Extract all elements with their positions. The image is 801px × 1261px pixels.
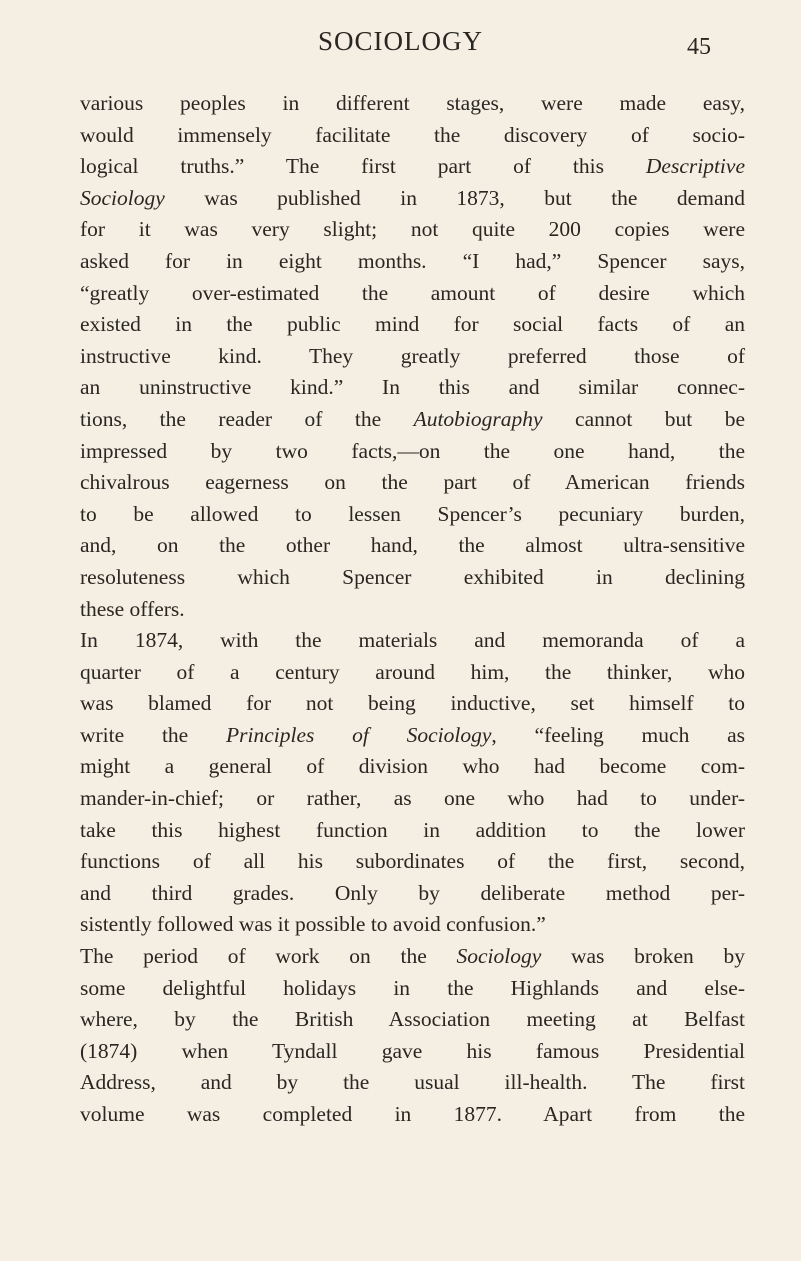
text-line: logical truths.” The first part of this Descriptive [80, 154, 745, 179]
text-line: for it was very slight; not quite 200 copies were [80, 217, 745, 242]
text-line: (1874) when Tyndall gave his famous Presidential [80, 1038, 745, 1063]
text-line: was blamed for not being inductive, set himself to [80, 691, 745, 716]
text-line: where, by the British Association meeting at Belfast [80, 1007, 745, 1032]
text-line: an uninstructive kind.” In this and similar connec- [80, 375, 745, 400]
running-head: SOCIOLOGY [317, 26, 483, 56]
body-text [80, 88, 745, 1131]
text-line: various peoples in different stages, were made easy, [80, 91, 745, 115]
text-line: existed in the public mind for social facts of an [80, 312, 745, 337]
text-line: quarter of a century around him, the thinker, who [80, 659, 745, 684]
text-line: “greatly over-estimated the amount of desire which [80, 280, 745, 305]
text-line: some delightful holidays in the Highlands and else- [80, 975, 745, 1000]
text-line: Address, and by the usual ill-health. The first [80, 1070, 745, 1095]
text-line: Sociology was published in 1873, but the demand [80, 185, 745, 210]
text-line: these offers. [80, 596, 185, 621]
text-line: resoluteness which Spencer exhibited in declining [80, 564, 745, 589]
page-number: 45 [687, 34, 711, 60]
text-line: mander-in-chief; or rather, as one who had to under- [80, 786, 745, 811]
text-line: sistently followed was it possible to avoid confusion.” [80, 912, 546, 937]
page-header [0, 22, 801, 62]
text-line: and, on the other hand, the almost ultra-sensitive [80, 533, 745, 558]
text-line: would immensely facilitate the discovery of socio- [80, 122, 745, 147]
text-line: functions of all his subordinates of the first, second, [80, 849, 745, 874]
text-line: impressed by two facts,—on the one hand, the [80, 438, 745, 463]
text-line: write the Principles of Sociology, “feeling much as [80, 722, 745, 747]
text-line: asked for in eight months. “I had,” Spencer says, [80, 248, 745, 273]
text-line: tions, the reader of the Autobiography cannot but be [80, 406, 746, 431]
text-line: In 1874, with the materials and memoranda of a [80, 628, 745, 653]
text-line: instructive kind. They greatly preferred those of [80, 343, 745, 368]
text-line: The period of work on the Sociology was broken by [80, 944, 746, 969]
text-line: volume was completed in 1877. Apart from the [80, 1102, 745, 1126]
text-line: chivalrous eagerness on the part of American friends [80, 470, 745, 495]
text-line: to be allowed to lessen Spencer’s pecuniary burden, [80, 501, 745, 526]
text-line: take this highest function in addition to the lower [80, 817, 745, 842]
text-line: might a general of division who had become com- [80, 754, 745, 779]
text-line: and third grades. Only by deliberate method per- [80, 880, 745, 905]
